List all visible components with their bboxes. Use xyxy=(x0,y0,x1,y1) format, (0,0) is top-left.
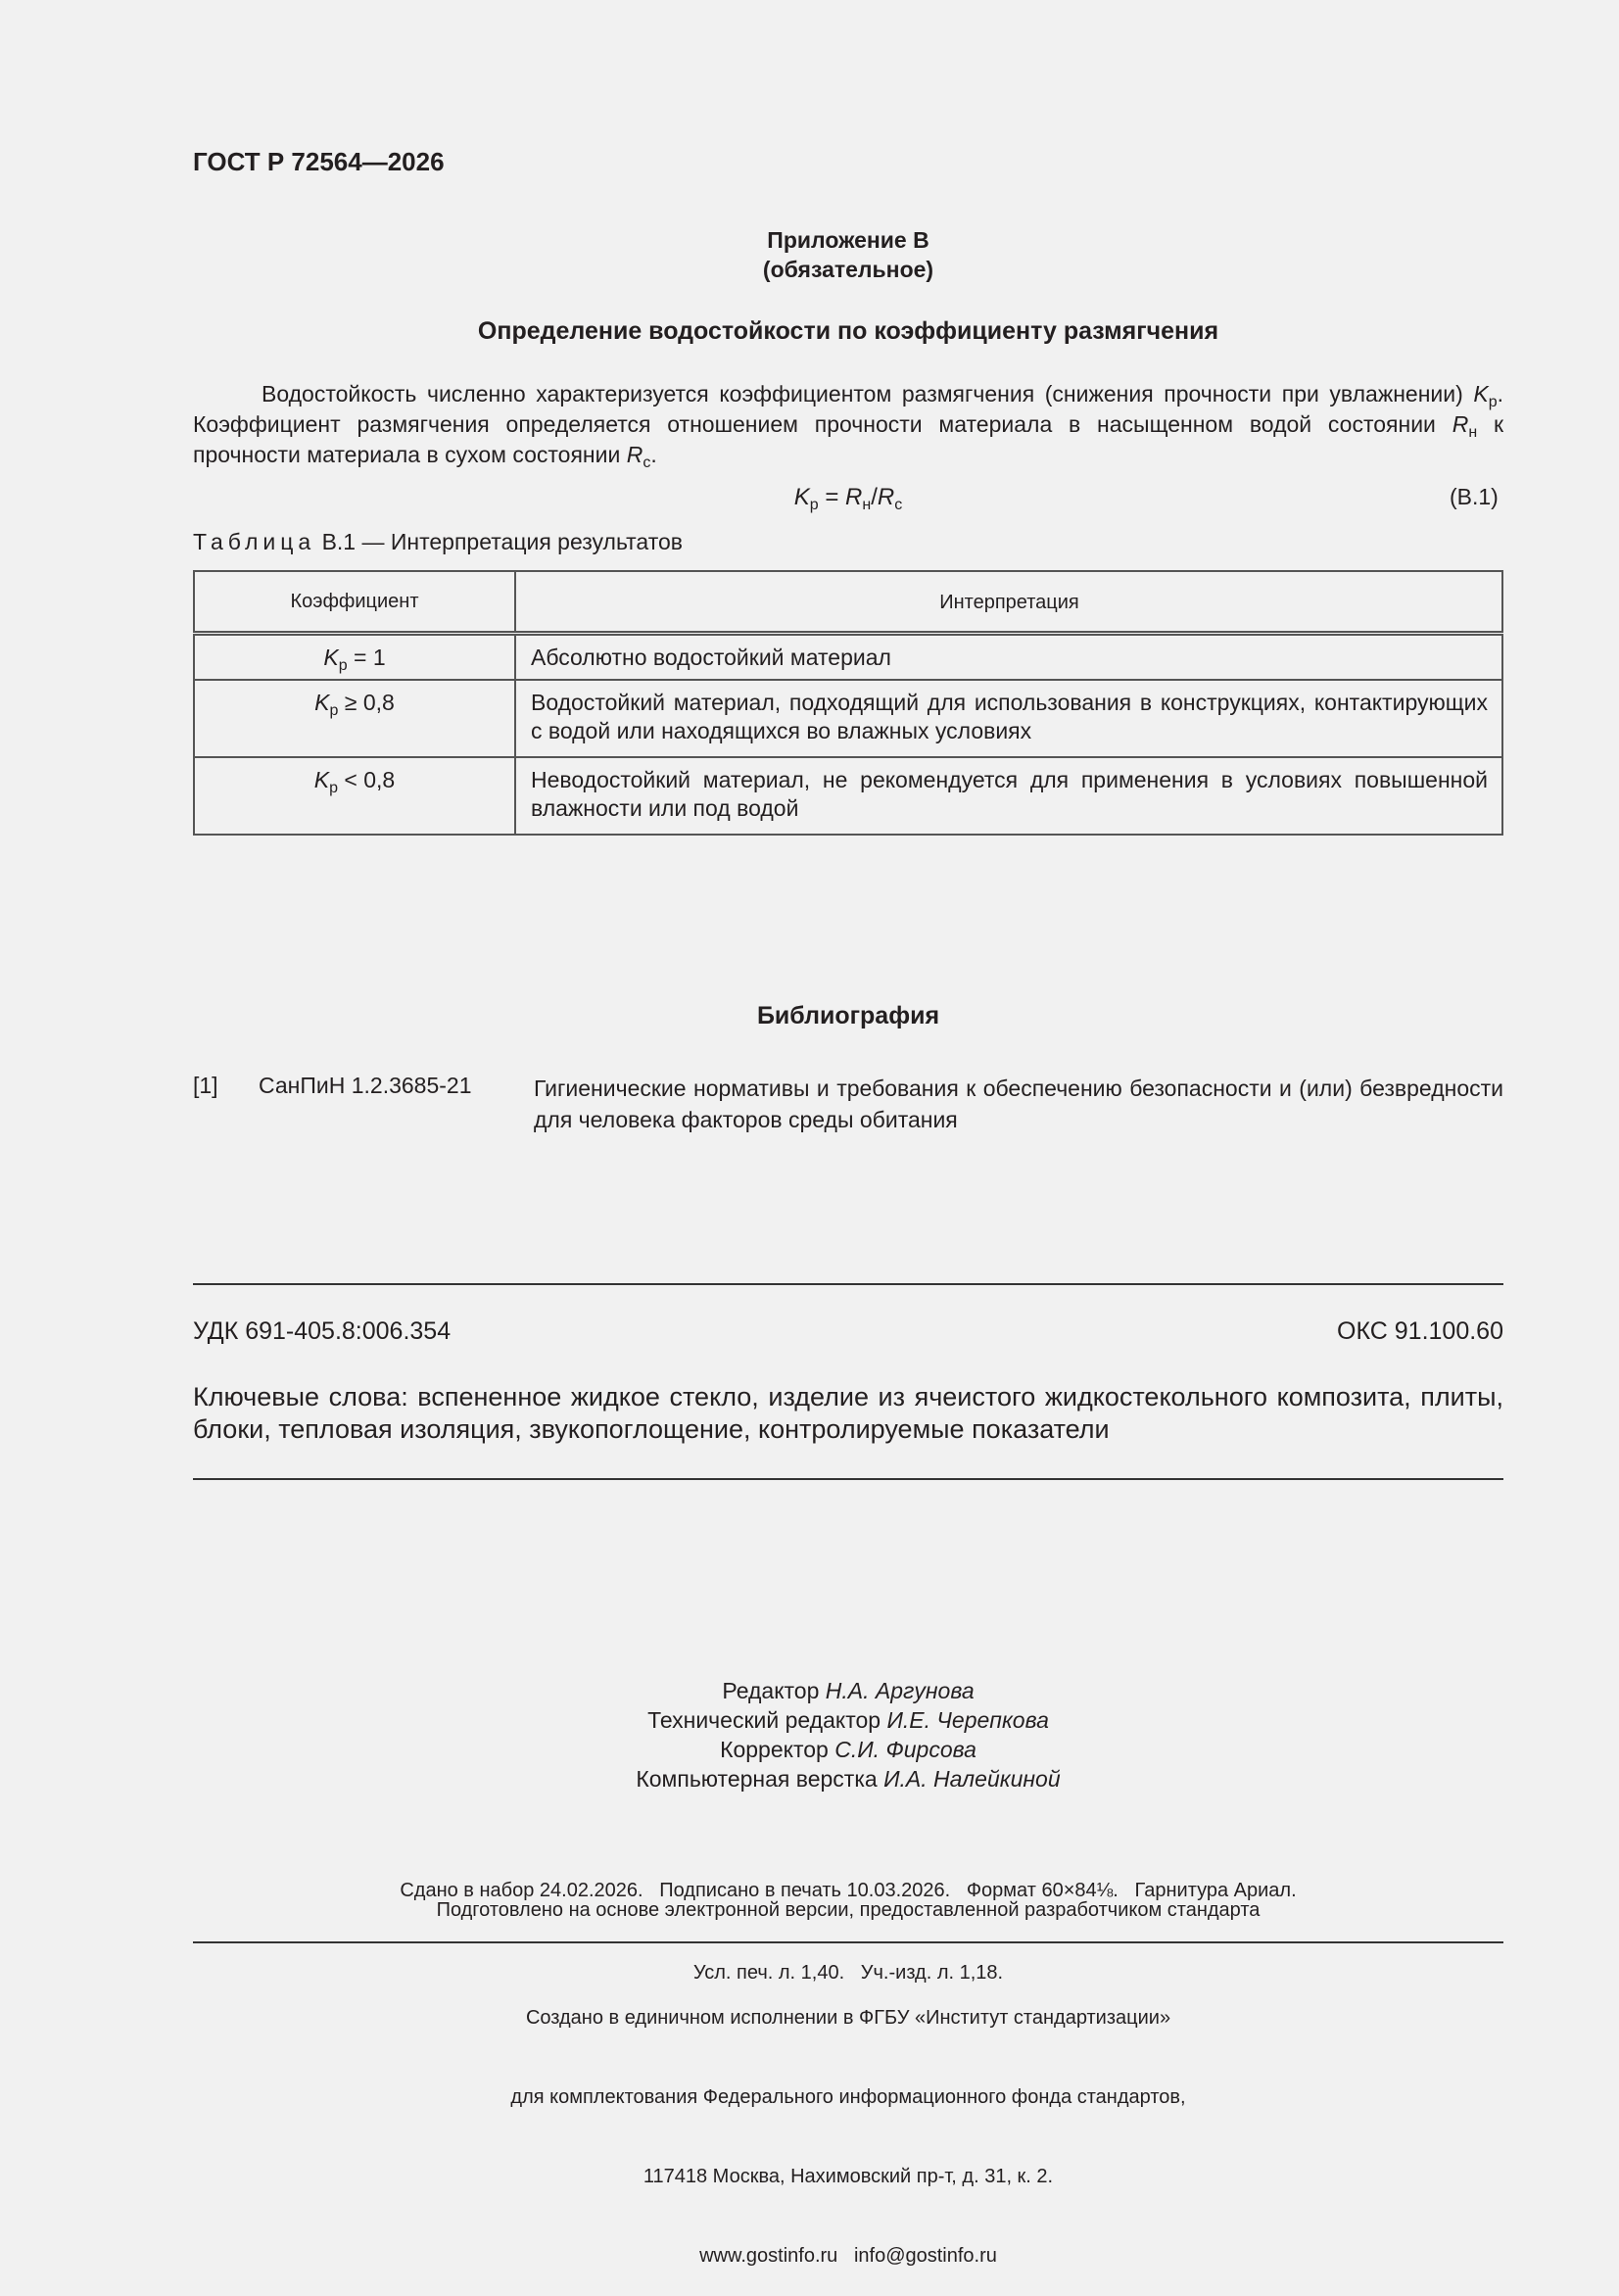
coefficient-cell: $K_р = 1$ xyxy=(194,634,515,680)
coefficient-cell: $K_р < 0,8$ xyxy=(194,757,515,835)
appendix-header xyxy=(193,225,1503,284)
prepared-note: Подготовлено на основе электронной версии, предоставленной разработчиком стандарта xyxy=(436,1899,1261,1921)
appendix-status: (обязательное) xyxy=(762,257,934,282)
created-line: для комплектования Федерального информационного фонда стандартов, xyxy=(510,2086,1186,2108)
staff-list xyxy=(193,1676,1503,1794)
staff-line: Технический редактор И.Е. Черепкова xyxy=(647,1707,1049,1733)
column-header: Коэффициент xyxy=(194,571,515,634)
table-row xyxy=(194,757,1502,835)
staff-line: Редактор Н.А. Аргунова xyxy=(722,1678,975,1703)
created-info xyxy=(193,1952,1503,2296)
appendix-heading: Определение водостойкости по коэффициенту размягчения xyxy=(477,317,1219,345)
keywords: Ключевые слова: вспененное жидкое стекло, изделие из ячеистого жидкостекольного композита, плиты, блоки, тепловая изоляция, звукопоглощение, контролируемые показатели xyxy=(193,1382,1503,1444)
bibliography-text: Гигиенические нормативы и требования к обеспечению безопасности и (или) безвредности для человека факторов среды обитания xyxy=(534,1076,1503,1132)
results-table xyxy=(193,570,1503,836)
interpretation-cell: Абсолютно водостойкий материал xyxy=(515,634,1502,680)
table-row xyxy=(194,680,1502,757)
interpretation-cell: Неводостойкий материал, не рекомендуется для применения в условиях повышенной влажности или под водой xyxy=(515,757,1502,835)
bibliography-code: СанПиН 1.2.3685-21 xyxy=(259,1073,472,1098)
column-header: Интерпретация xyxy=(515,571,1502,634)
oks-code: ОКС 91.100.60 xyxy=(1337,1317,1503,1345)
divider xyxy=(193,1283,1503,1285)
table-caption: Таблица В.1 — Интерпретация результатов xyxy=(193,529,683,554)
bibliography-number: [1] xyxy=(193,1073,218,1098)
table-header-row xyxy=(194,571,1502,634)
staff-line: Компьютерная верстка И.А. Налейкиной xyxy=(636,1766,1061,1792)
table-row xyxy=(194,634,1502,680)
standard-number: ГОСТ Р 72564—2026 xyxy=(193,147,445,176)
publishing-line: Сдано в набор 24.02.2026. Подписано в печать 10.03.2026. Формат 60×84⅛. Гарнитура Ариал. xyxy=(400,1880,1297,1901)
divider xyxy=(193,1478,1503,1480)
publishing-line: Усл. печ. л. 1,40. Уч.-изд. л. 1,18. xyxy=(692,1962,1004,1984)
udk-code: УДК 691-405.8:006.354 xyxy=(193,1317,452,1345)
coefficient-cell: $K_р \ge 0,8$ xyxy=(194,680,515,757)
body-paragraph: Водостойкость численно характеризуется коэффициентом размягчения (снижения прочности при увлажнении) $K_р$. Коэффициент размягчения определяется отношением прочности материала в насыщенном водой состоянии $R_н$ к прочности материала в сухом состоянии $R_с$. xyxy=(193,381,1504,471)
created-line: Создано в единичном исполнении в ФГБУ «Институт стандартизации» xyxy=(525,2007,1171,2029)
interpretation-cell: Водостойкий материал, подходящий для использования в конструкциях, контактирующих с водой или находящихся во влажных условиях xyxy=(515,680,1502,757)
formula-number: (В.1) xyxy=(1450,484,1499,509)
bibliography-title: Библиография xyxy=(756,1002,940,1029)
created-line: www.gostinfo.ru info@gostinfo.ru xyxy=(699,2245,997,2267)
divider xyxy=(193,1941,1503,1943)
appendix-title: Приложение В xyxy=(767,227,929,253)
staff-line: Корректор С.И. Фирсова xyxy=(720,1737,976,1762)
created-line: 117418 Москва, Нахимовский пр-т, д. 31, к. 2. xyxy=(643,2166,1054,2187)
formula: $K_р = R_н/R_с$ xyxy=(793,484,903,513)
